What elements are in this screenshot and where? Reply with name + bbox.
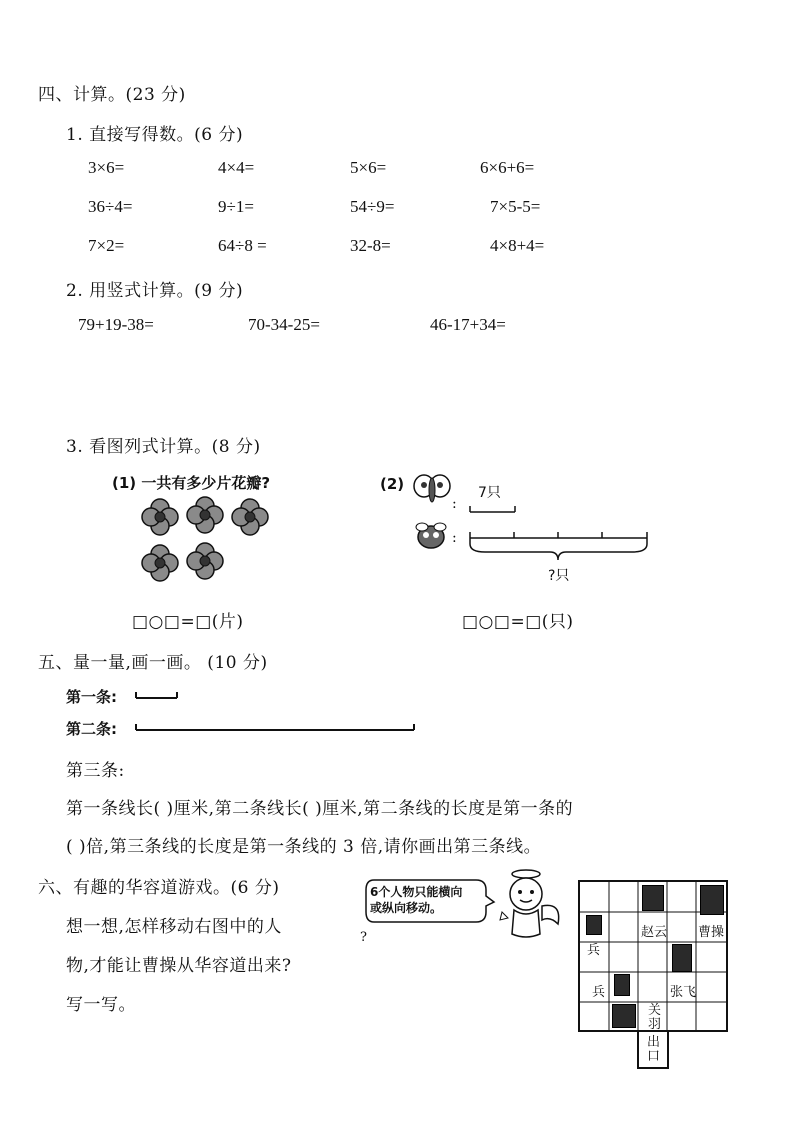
calc-1-1: 3×6= [88,158,125,177]
bee-icon [414,522,448,550]
section5-sentence-2: ( )倍,第三条线的长度是第一条线的 3 倍,请你画出第三条线。 [66,837,542,857]
bing1-label: 兵 [587,943,601,958]
total-label: ?只 [548,568,570,584]
line-segment-2 [134,720,424,736]
exit-label: 出口 [647,1035,661,1064]
colon-mark: : [452,496,457,512]
calc-3-1: 7×2= [88,236,125,255]
bing2-label: 兵 [592,985,606,1000]
q1-title: 1. 直接写得数。(6 分) [66,125,244,145]
vertical-calc-3: 46-17+34= [430,315,506,334]
calc-2-2: 9÷1= [218,197,254,216]
section5-title: 五、量一量,画一画。 (10 分) [38,653,268,673]
answer-template-1: □○□=□(片) [132,612,244,632]
caocao-label: 曹操 [698,925,725,940]
q2-title: 2. 用竖式计算。(9 分) [66,281,244,301]
flower-icon [187,497,223,533]
section6-text-1: 想一想,怎样移动右图中的人 [66,917,282,937]
vertical-calc-1: 79+19-38= [78,315,154,334]
vertical-calc-2: 70-34-25= [248,315,320,334]
zhangfei-portrait [672,944,692,972]
q3-part2-label: (2) [380,475,405,493]
colon-mark: : [452,530,457,546]
calc-2-1: 36÷4= [88,197,133,216]
zhangfei-label: 张飞 [670,985,697,1000]
caocao-portrait [700,885,724,915]
question-mark: ? [360,930,367,945]
q3-title: 3. 看图列式计算。(8 分) [66,437,261,457]
line2-label: 第二条: [66,720,117,738]
angel-character-icon [494,866,564,944]
line-segment-1 [134,688,184,704]
zhaoyun-label: 赵云 [641,925,668,940]
huarong-puzzle-grid [578,880,728,1032]
section6-title: 六、有趣的华容道游戏。(6 分) [38,878,280,898]
line3-label: 第三条: [66,761,125,781]
calc-1-2: 4×4= [218,158,255,177]
section4-title: 四、计算。(23 分) [38,85,186,105]
section5-sentence-1: 第一条线长( )厘米,第二条线长( )厘米,第二条线的长度是第一条的 [66,799,574,819]
bar-diagram [465,500,655,570]
line1-label: 第一条: [66,688,117,706]
bing1-portrait [586,915,602,935]
guanyu-portrait [612,1004,636,1028]
flower-group [130,495,280,590]
calc-3-2: 64÷8 = [218,236,267,255]
exit-box [637,1031,669,1069]
answer-template-2: □○□=□(只) [462,612,574,632]
speech-bubble-text [370,884,462,916]
section6-text-3: 写一写。 [66,995,136,1015]
flower-icon [187,543,223,579]
q3-part1-label: (1) 一共有多少片花瓣? [112,474,271,492]
flower-icon [142,499,178,535]
flower-icon [142,545,178,581]
zhaoyun-portrait [642,885,664,911]
section6-text-2: 物,才能让曹操从华容道出来? [66,956,292,976]
bubble-line-2: 或纵向移动。 [370,901,443,915]
calc-1-4: 6×6+6= [480,158,535,177]
flower-icon [232,499,268,535]
butterfly-icon [412,472,452,508]
guanyu-label: 关羽 [648,1003,662,1032]
calc-3-3: 32-8= [350,236,391,255]
calc-2-4: 7×5-5= [490,197,541,216]
calc-2-3: 54÷9= [350,197,395,216]
calc-1-3: 5×6= [350,158,387,177]
butterfly-count-label: 7只 [478,485,501,501]
calc-3-4: 4×8+4= [490,236,545,255]
bing2-portrait [614,974,630,996]
bubble-line-1: 6个人物只能横向 [370,885,463,899]
